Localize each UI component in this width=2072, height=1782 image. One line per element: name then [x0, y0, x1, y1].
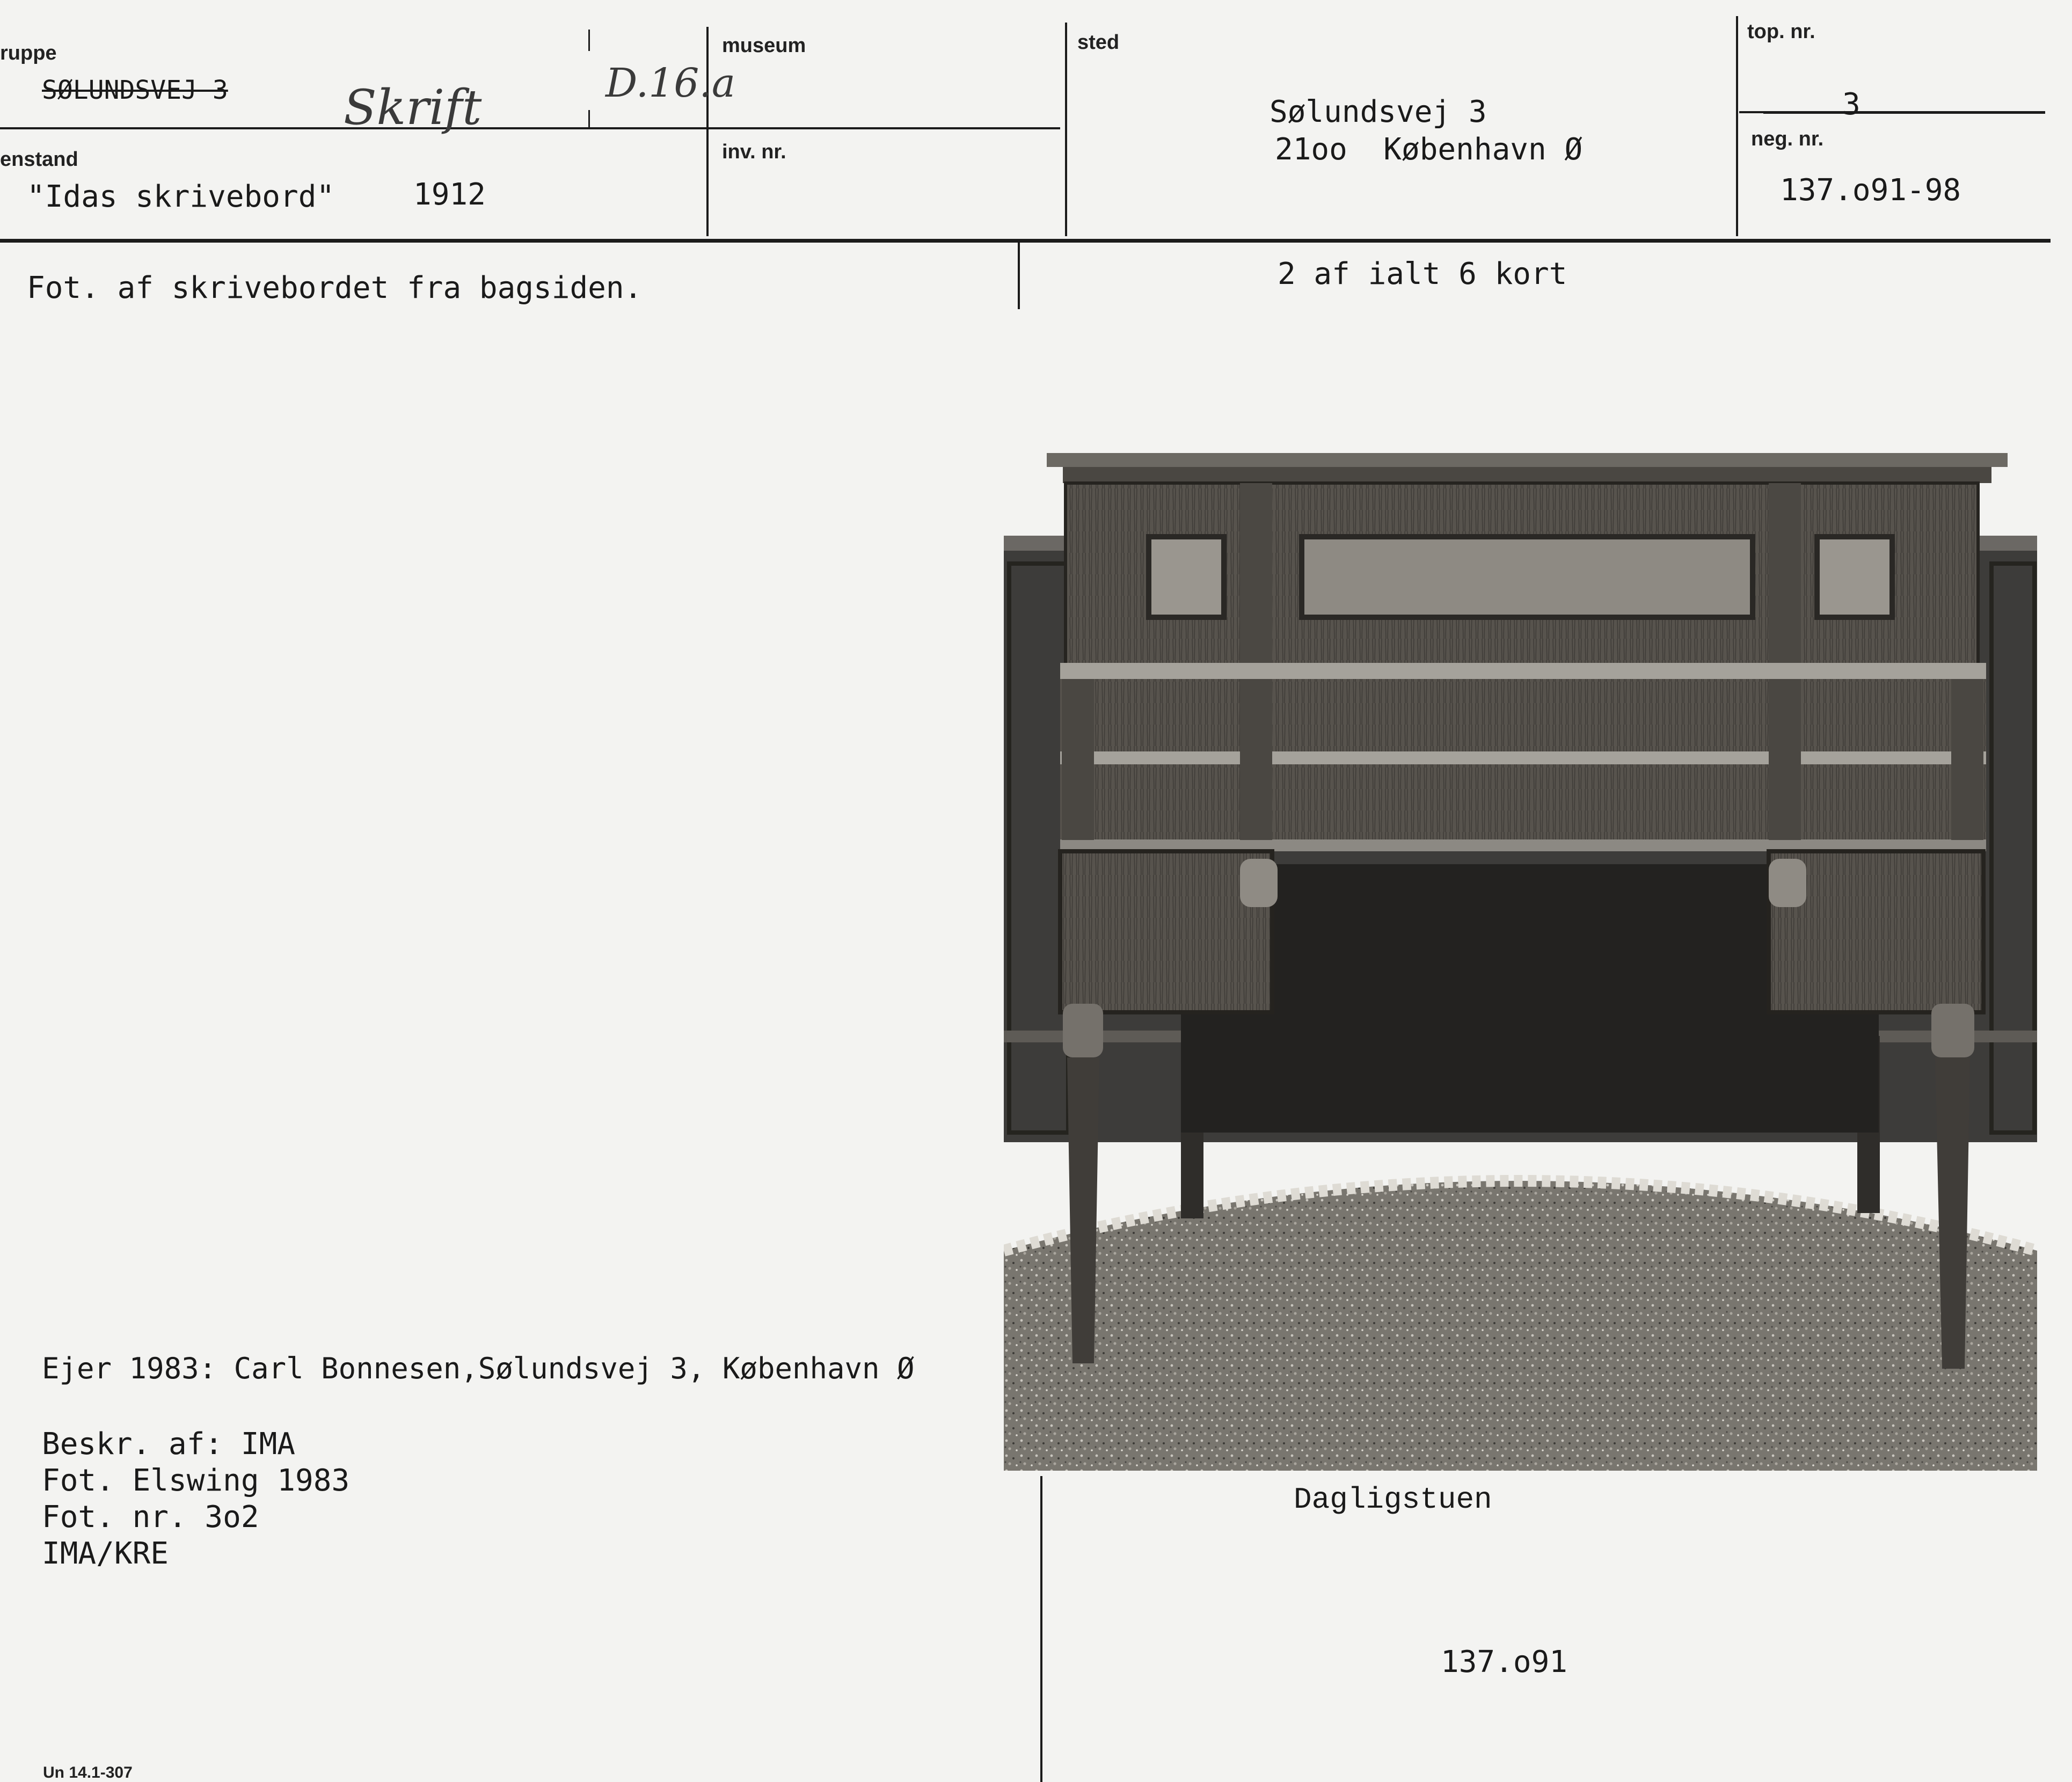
gruppe-value: SØLUNDSVEJ 3	[42, 75, 228, 105]
photo-caption: Dagligstuen	[1294, 1482, 1492, 1517]
credit-line: Fot. Elswing 1983	[42, 1463, 350, 1498]
top-nr-label: top. nr.	[1747, 20, 1815, 43]
sted-label: sted	[1077, 31, 1120, 54]
museum-label: museum	[722, 34, 806, 57]
neg-nr-label: neg. nr.	[1751, 128, 1824, 150]
inv-nr-label: inv. nr.	[722, 141, 786, 163]
body-divider-top	[1018, 242, 1020, 309]
photo-number: 137.o91	[1441, 1645, 1568, 1679]
header-bottom-line	[0, 239, 2051, 243]
genstand-label: enstand	[0, 148, 78, 171]
description: Fot. af skrivebordet fra bagsiden.	[27, 271, 643, 305]
credit-line: Beskr. af: IMA	[42, 1427, 296, 1462]
genstand-year: 1912	[413, 177, 486, 212]
code-handwritten: D.16.a	[605, 60, 736, 106]
credit-line: Fot. nr. 3o2	[42, 1500, 259, 1535]
top-nr-underline	[1763, 112, 2045, 114]
sted-line1: Sølundsvej 3	[1270, 94, 1487, 129]
neg-nr-value: 137.o91-98	[1780, 173, 1961, 208]
genstand-value: "Idas skrivebord"	[27, 179, 335, 214]
header-mid-line-left	[0, 127, 1060, 129]
header-divider-museum	[706, 27, 709, 236]
desk-photograph	[1004, 446, 2056, 1476]
gruppe-handwritten: Skrift	[344, 79, 482, 136]
header-divider-sted	[1065, 23, 1067, 236]
card-count: 2 af ialt 6 kort	[1278, 257, 1567, 291]
gruppe-label: ruppe	[0, 42, 57, 64]
sted-line2: 21oo København Ø	[1275, 132, 1583, 167]
header-divider-top	[1736, 16, 1738, 236]
header-tick-2	[588, 110, 590, 129]
body-divider-bottom	[1040, 1476, 1042, 1782]
top-nr-value: 3	[1842, 87, 1861, 122]
owner-line: Ejer 1983: Carl Bonnesen,Sølundsvej 3, København Ø	[42, 1352, 915, 1385]
header-tick-1	[588, 30, 590, 51]
form-code: Un 14.1-307	[43, 1764, 133, 1781]
credit-line: IMA/KRE	[42, 1536, 169, 1571]
